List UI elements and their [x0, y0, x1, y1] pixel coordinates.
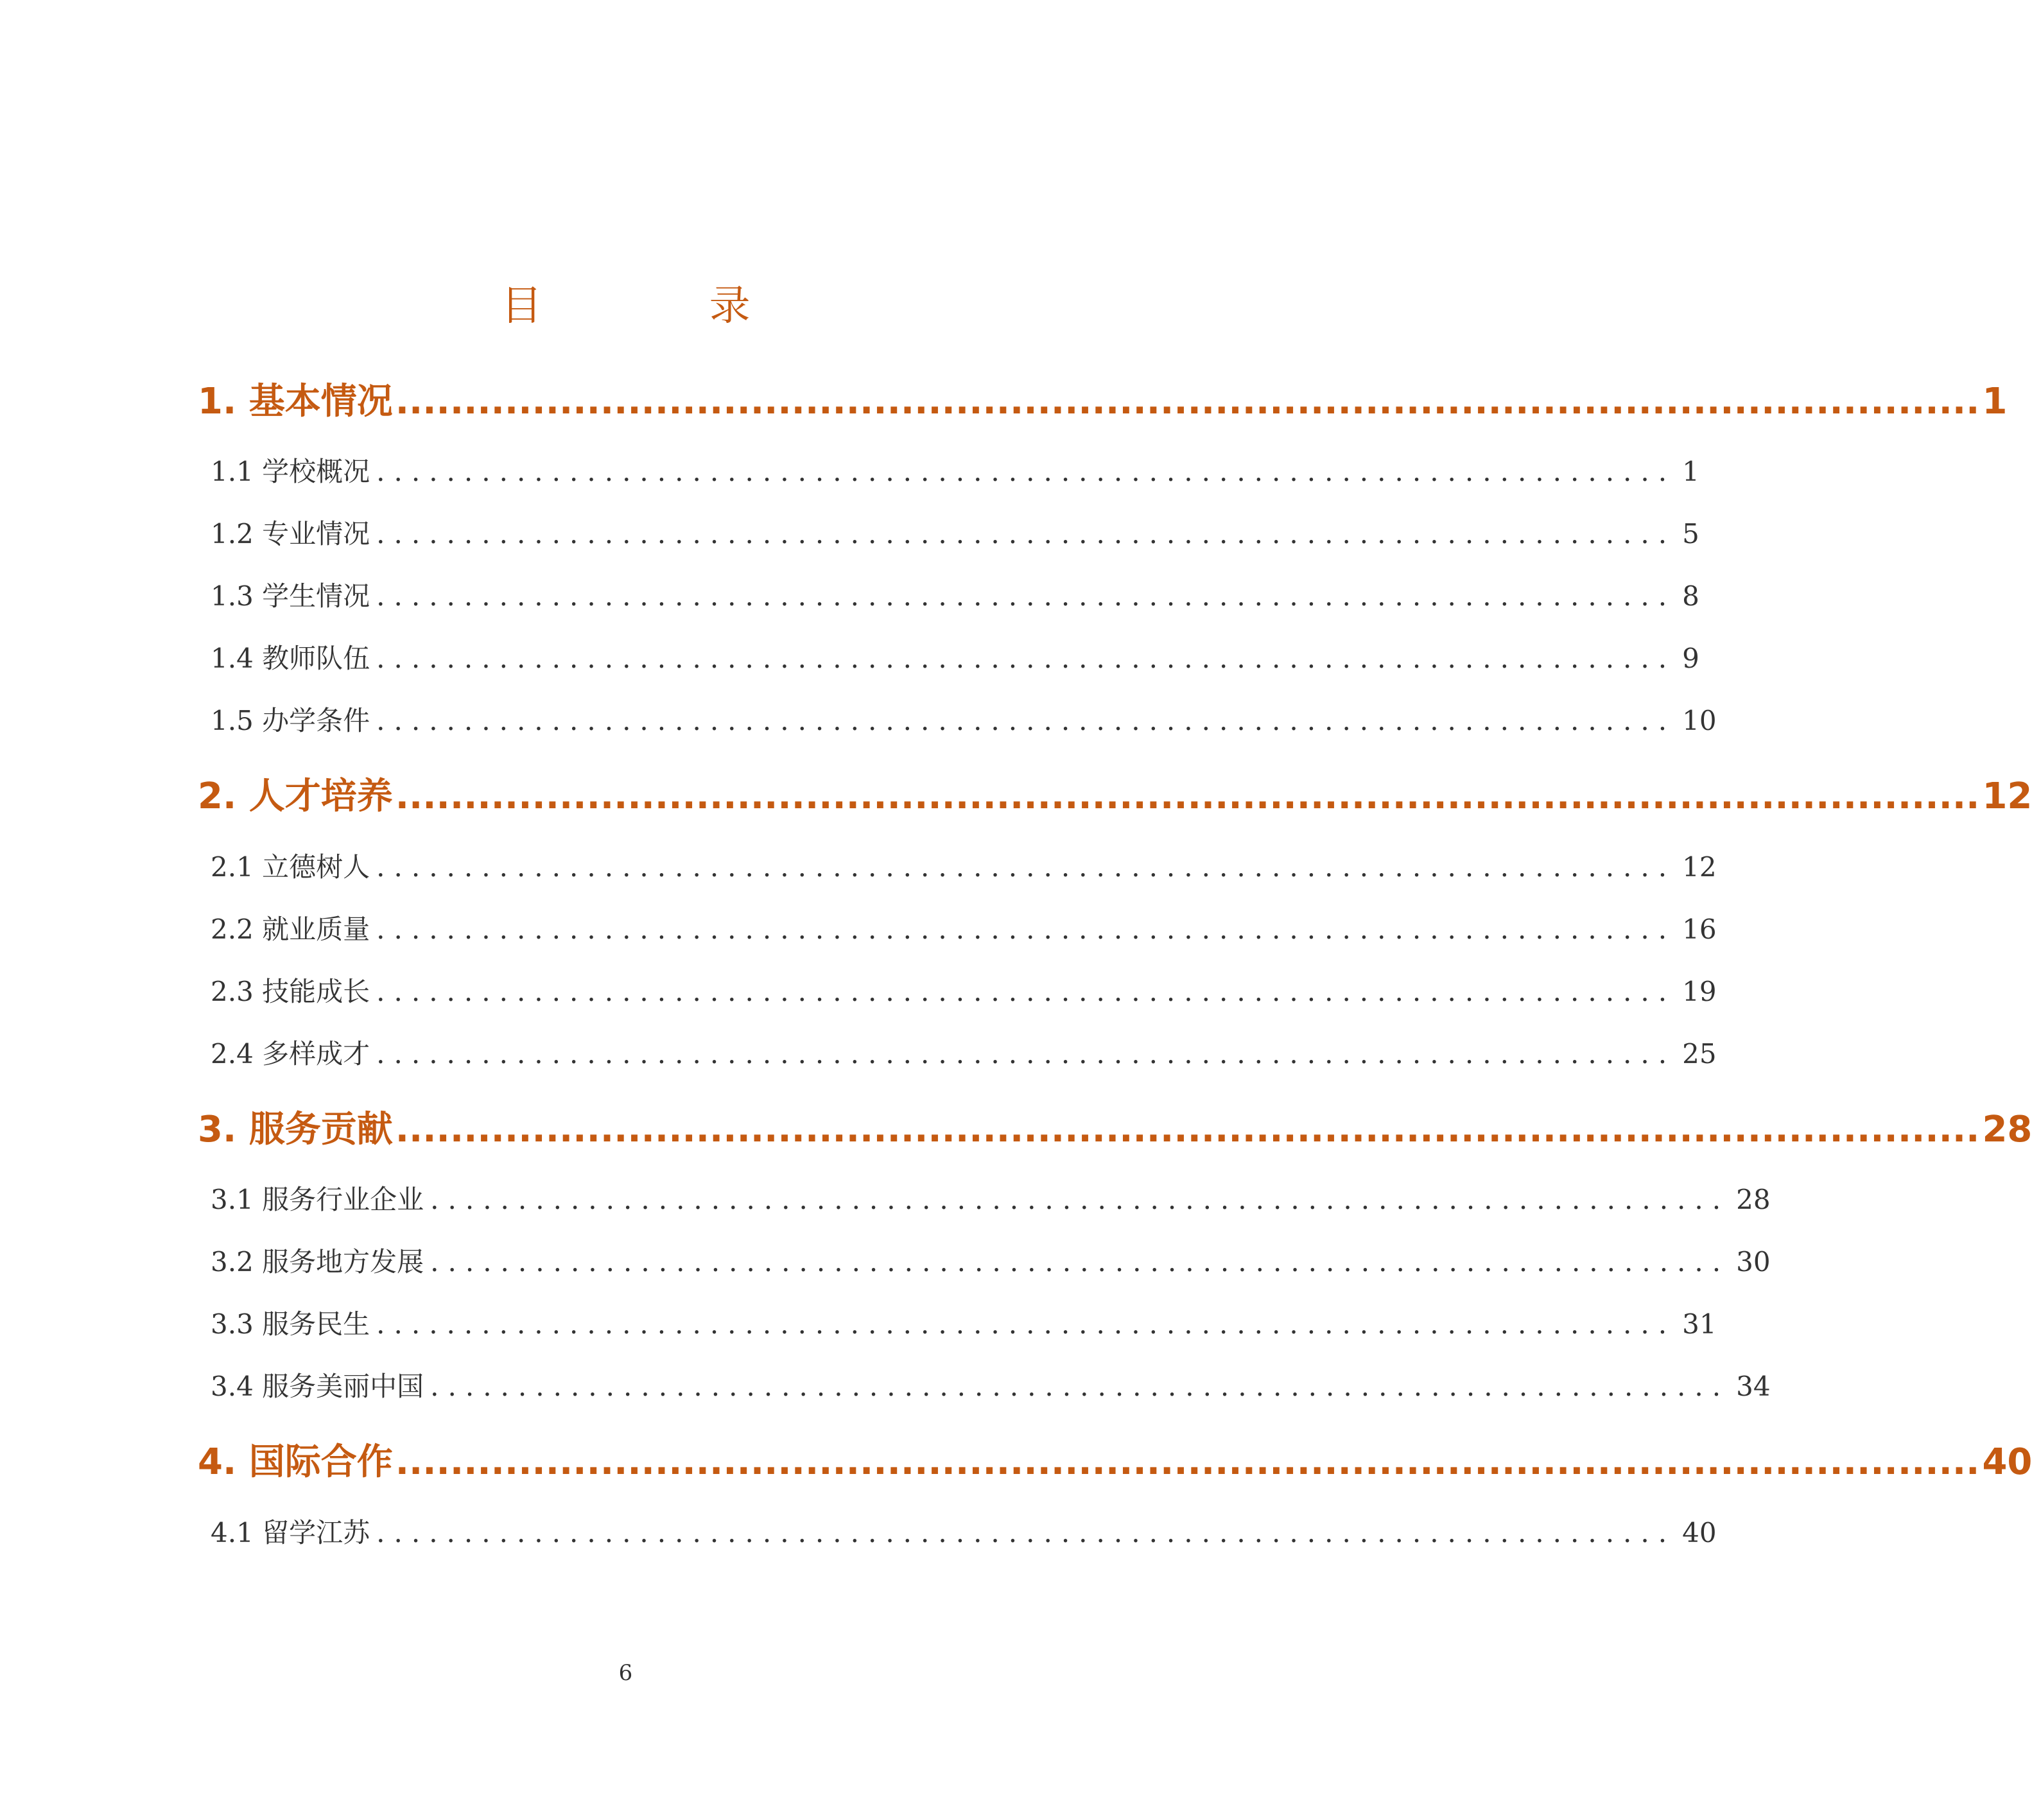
toc-entry-chapter-1[interactable]	[198, 381, 2008, 422]
toc-entry-section-1-4[interactable]	[198, 643, 1699, 674]
toc-entry-page: 40	[1682, 1517, 1717, 1548]
toc-entry-label: 2. 人才培养	[198, 776, 393, 817]
toc-entry-label: 3. 服务贡献	[198, 1109, 393, 1150]
toc-dot-leader: ..........................................................................	[376, 580, 1676, 612]
toc-dot-leader: ..........................................................................	[376, 518, 1676, 550]
toc-dot-leader: ....................................................................................................................	[395, 381, 1980, 422]
toc-entry-page: 31	[1682, 1308, 1717, 1340]
toc-entry-page: 12	[1682, 851, 1717, 883]
toc-entry-chapter-4[interactable]	[198, 1441, 2032, 1483]
toc-entry-section-4-1[interactable]	[198, 1517, 1717, 1548]
toc-entry-page: 8	[1682, 580, 1699, 612]
toc-dot-leader: ....................................................................................................................	[395, 1109, 1980, 1150]
toc-dot-leader: ..........................................................................	[430, 1184, 1730, 1215]
toc-entry-section-1-2[interactable]	[198, 518, 1699, 550]
toc-dot-leader: ..........................................................................	[430, 1371, 1730, 1402]
toc-entry-page: 19	[1682, 976, 1717, 1007]
toc-entry-section-1-3[interactable]	[198, 580, 1699, 612]
toc-entry-label: 1.2 专业情况	[211, 518, 370, 550]
toc-entry-label: 2.3 技能成长	[211, 976, 370, 1007]
toc-entry-chapter-3[interactable]	[198, 1109, 2032, 1150]
toc-entry-chapter-2[interactable]	[198, 776, 2032, 817]
toc-entry-section-2-2[interactable]	[198, 914, 1717, 945]
toc-entry-section-1-1[interactable]	[198, 456, 1699, 487]
toc-dot-leader: ..........................................................................	[376, 851, 1676, 883]
toc-entry-section-3-4[interactable]	[198, 1371, 1771, 1402]
toc-entry-section-2-4[interactable]	[198, 1038, 1717, 1070]
toc-dot-leader: ....................................................................................................................	[395, 776, 1980, 817]
toc-entry-label: 4. 国际合作	[198, 1441, 393, 1483]
toc-entry-label: 1.3 学生情况	[211, 580, 370, 612]
toc-entry-page: 5	[1682, 518, 1699, 550]
toc-dot-leader: ..........................................................................	[430, 1246, 1730, 1278]
toc-entry-label: 3.3 服务民生	[211, 1308, 370, 1340]
toc-entry-page: 28	[1982, 1109, 2032, 1150]
toc-entry-page: 16	[1682, 914, 1717, 945]
toc-entry-label: 2.2 就业质量	[211, 914, 370, 945]
toc-entry-page: 12	[1982, 776, 2032, 817]
toc-title: 目 录	[501, 282, 828, 330]
toc-entry-label: 1.1 学校概况	[211, 456, 370, 487]
toc-dot-leader: ..........................................................................	[376, 914, 1676, 945]
toc-entry-label: 3.2 服务地方发展	[211, 1246, 424, 1278]
toc-entry-page: 1	[1982, 381, 2008, 422]
toc-entry-page: 1	[1682, 456, 1699, 487]
toc-dot-leader: ..........................................................................	[376, 1517, 1676, 1548]
toc-dot-leader: ....................................................................................................................	[395, 1441, 1980, 1483]
toc-dot-leader: ..........................................................................	[376, 456, 1676, 487]
toc-dot-leader: ..........................................................................	[376, 976, 1676, 1007]
toc-entry-section-3-2[interactable]	[198, 1246, 1771, 1278]
toc-entry-page: 10	[1682, 705, 1717, 736]
toc-entry-page: 9	[1682, 643, 1699, 674]
toc-entry-page: 30	[1736, 1246, 1771, 1278]
toc-entry-label: 3.4 服务美丽中国	[211, 1371, 424, 1402]
toc-entry-label: 1.4 教师队伍	[211, 643, 370, 674]
toc-dot-leader: ..........................................................................	[376, 1308, 1676, 1340]
toc-entry-label: 4.1 留学江苏	[211, 1517, 370, 1548]
toc-dot-leader: ..........................................................................	[376, 705, 1676, 736]
page-number: 6	[618, 1660, 633, 1686]
toc-entry-section-3-1[interactable]	[198, 1184, 1771, 1215]
toc-entry-label: 3.1 服务行业企业	[211, 1184, 424, 1215]
toc-entry-label: 2.1 立德树人	[211, 851, 370, 883]
toc-entry-section-3-3[interactable]	[198, 1308, 1717, 1340]
toc-entry-section-2-3[interactable]	[198, 976, 1717, 1007]
toc-entry-page: 25	[1682, 1038, 1717, 1070]
toc-entry-label: 1.5 办学条件	[211, 705, 370, 736]
toc-entry-section-1-5[interactable]	[198, 705, 1717, 736]
toc-dot-leader: ..........................................................................	[376, 1038, 1676, 1070]
toc-entry-page: 28	[1736, 1184, 1771, 1215]
toc-dot-leader: ..........................................................................	[376, 643, 1676, 674]
toc-entry-page: 40	[1982, 1441, 2032, 1483]
toc-entry-section-2-1[interactable]	[198, 851, 1717, 883]
toc-entry-label: 2.4 多样成才	[211, 1038, 370, 1070]
toc-entry-label: 1. 基本情况	[198, 381, 393, 422]
toc-entry-page: 34	[1736, 1371, 1771, 1402]
